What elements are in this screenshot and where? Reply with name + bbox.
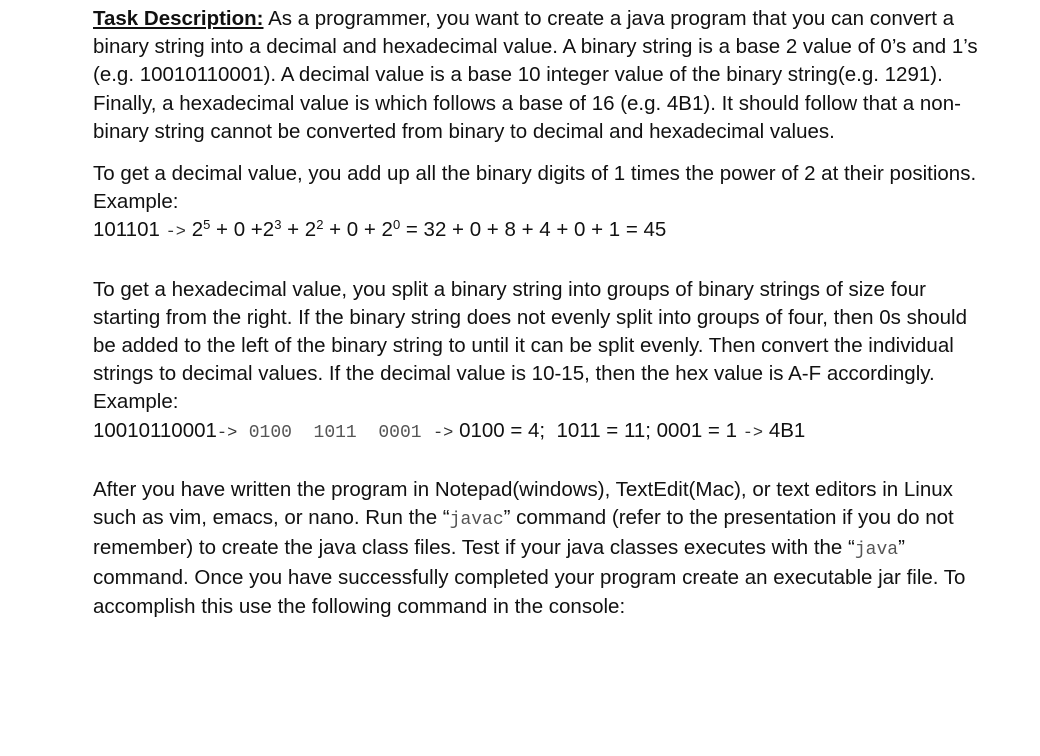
arrow: -> <box>216 423 238 443</box>
term: + 0 +2 <box>210 218 275 242</box>
task-description <box>93 5 993 146</box>
term: 2 <box>191 218 204 242</box>
binary-groups: 0100 1011 0001 <box>248 422 422 443</box>
hex-example-label: Example: <box>93 390 179 414</box>
exponent: 5 <box>203 217 211 233</box>
exponent: 0 <box>392 217 401 233</box>
javac-command: javac <box>449 510 504 531</box>
hex-result: 4B1 <box>768 418 806 442</box>
term: + 2 <box>281 218 317 242</box>
hex-explanation: To get a hexadecimal value, you split a binary string into groups of binary strings of size four starting from the right. If the binary string does not evenly split into groups of four, then 0s should be added to the left of the binary string to until it can be split evenly. Then convert the individual strings to decimal values. If the decimal value is 10-15, then the hex value is A-F accordingly. <box>93 277 968 386</box>
decimal-explanation: To get a decimal value, you add up all the binary digits of 1 times the power of 2 at their positions. <box>93 162 977 186</box>
arrow: -> <box>742 423 764 443</box>
text: ” command. Once you have successfully completed your program create an executable jar file. To accomplish this use the following command in the console: <box>93 536 966 618</box>
exponent: 2 <box>316 217 324 233</box>
java-command: java <box>854 540 899 561</box>
decimal-example-label: Example: <box>93 190 179 214</box>
arrow: -> <box>165 223 186 243</box>
document <box>93 5 993 621</box>
arrow: -> <box>432 423 454 443</box>
hex-example <box>93 417 993 448</box>
term: + 0 + 2 <box>323 218 393 242</box>
decimal-example <box>93 216 993 247</box>
instructions <box>93 476 993 621</box>
binary-input: 101101 <box>93 218 160 242</box>
exponent: 3 <box>274 217 282 233</box>
text: After you have written the program in Notepad(windows), TextEdit(Mac), or text editors in Linux such as vim, emacs, or nano. Run the “ <box>93 477 953 530</box>
task-heading: Task Description: <box>93 7 264 30</box>
conversion: 0100 = 4; 1011 = 11; 0001 = 1 <box>459 418 738 442</box>
text: ” command (refer to the presentation if you do not remember) to create the java class files. Test if your java classes executes with the “ <box>93 506 954 560</box>
result: = 32 + 0 + 8 + 4 + 0 + 1 = 45 <box>400 218 667 242</box>
task-text: As a programmer, you want to create a java program that you can convert a binary string into a decimal and hexadecimal value. A binary string is a base 2 value of 0’s and 1’s (e.g. 10010110001). A decimal value is a base 10 integer value of the binary string(e.g. 1291). Finally, a hexadecimal value is which follows a base of 16 (e.g. 4B1). It should follow that a non-binary string cannot be converted from binary to decimal and hexadecimal values. <box>93 7 978 143</box>
binary-input: 10010110001 <box>93 418 217 442</box>
